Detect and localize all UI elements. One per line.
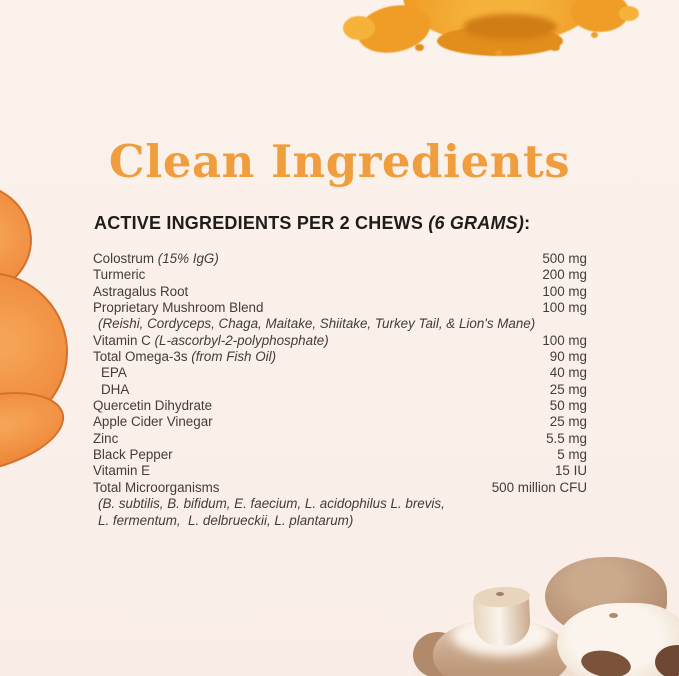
ingredient-subnote: (Reishi, Cordyceps, Chaga, Maitake, Shiitake, Turkey Tail, & Lion's Mane) [98, 316, 536, 332]
ingredient-line [93, 447, 587, 463]
ingredient-amount: 500 mg [542, 251, 587, 266]
ingredient-amount: 25 mg [549, 381, 587, 397]
decor-shape [550, 44, 560, 51]
ingredient-row [93, 382, 587, 398]
ingredient-name: Total Omega-3s (from Fish Oil) [93, 349, 277, 365]
ingredient-row [93, 398, 587, 414]
ingredient-subnote: L. fermentum, L. delbrueckii, L. plantarum) [98, 512, 354, 528]
decor-shape [343, 16, 375, 40]
decor-shape [609, 613, 618, 618]
ingredient-name: Turmeric [93, 267, 146, 283]
ingredient-name: Zinc [93, 430, 119, 446]
ingredient-line [93, 333, 587, 349]
section-header-suffix: : [524, 213, 531, 233]
ingredient-amount: 90 mg [549, 349, 587, 365]
ingredient-amount: 500 million CFU [491, 479, 587, 495]
ingredient-line [93, 365, 587, 381]
ingredient-line [93, 398, 587, 414]
ingredient-row [93, 447, 587, 463]
ingredient-amount: 25 mg [549, 414, 587, 430]
decor-shape [0, 378, 73, 489]
ingredient-line [93, 382, 587, 398]
ingredients-list [93, 251, 587, 529]
ingredient-row [93, 349, 587, 365]
ingredient-line [93, 414, 587, 430]
section-header-italic: (6 GRAMS) [428, 213, 525, 233]
ingredient-row [93, 284, 587, 300]
decor-shape [463, 14, 557, 40]
ingredient-amount: 100 mg [542, 300, 587, 316]
decor-shape [655, 645, 679, 676]
ingredient-amount: 100 mg [542, 332, 587, 348]
ingredient-name: Apple Cider Vinegar [93, 414, 213, 430]
ingredient-row [93, 480, 587, 529]
decor-shape [495, 50, 502, 56]
ingredient-amount: 5.5 mg [546, 430, 587, 446]
mushroom-slice [557, 603, 679, 676]
decor-shape [579, 647, 632, 676]
ingredient-name: Vitamin C (L-ascorbyl-2-polyphosphate) [93, 332, 329, 348]
ingredient-line [93, 267, 587, 283]
decor-shape [591, 32, 598, 38]
ingredient-name: EPA [101, 365, 127, 381]
ingredient-name: Proprietary Mushroom Blend [93, 300, 264, 316]
page-title: Clean Ingredients [108, 135, 571, 188]
ingredient-row [93, 333, 587, 349]
section-header-text: ACTIVE INGREDIENTS PER 2 CHEWS [94, 213, 429, 233]
ingredient-amount: 5 mg [557, 447, 587, 463]
decor-shape [496, 592, 504, 596]
ingredient-row [93, 365, 587, 381]
decor-shape [415, 44, 424, 51]
ingredient-row [93, 414, 587, 430]
section-header [94, 213, 588, 234]
turmeric-powder-image [345, 0, 637, 64]
ingredient-name: Total Microorganisms [93, 479, 220, 495]
ingredient-line [93, 463, 587, 479]
ingredient-name: Black Pepper [93, 447, 173, 463]
ingredient-amount: 40 mg [549, 365, 587, 381]
ingredient-line [93, 431, 587, 447]
ingredient-name: Astragalus Root [93, 283, 189, 299]
ingredient-amount: 100 mg [542, 283, 587, 299]
ingredient-name: DHA [101, 381, 130, 397]
ingredient-amount: 50 mg [549, 398, 587, 414]
ingredient-row [93, 267, 587, 283]
ingredient-line [93, 349, 587, 365]
ingredient-row [93, 251, 587, 267]
ingredient-subnote: (B. subtilis, B. bifidum, E. faecium, L. acidophilus L. brevis, [98, 496, 445, 512]
ingredient-name: Quercetin Dihydrate [93, 398, 213, 414]
ingredient-name: Vitamin E [93, 463, 151, 479]
ingredient-amount: 15 IU [554, 463, 587, 479]
ingredient-line [93, 284, 587, 300]
mushrooms-image [390, 540, 679, 676]
ingredient-amount: 200 mg [542, 267, 587, 283]
ingredient-line [93, 251, 587, 267]
ingredient-name: Colostrum (15% IgG) [93, 251, 219, 266]
ingredient-line [93, 300, 587, 316]
ingredient-line [93, 480, 587, 496]
ingredient-row [93, 463, 587, 479]
ingredient-row [93, 431, 587, 447]
decor-shape [619, 6, 639, 21]
ingredient-row [93, 300, 587, 333]
